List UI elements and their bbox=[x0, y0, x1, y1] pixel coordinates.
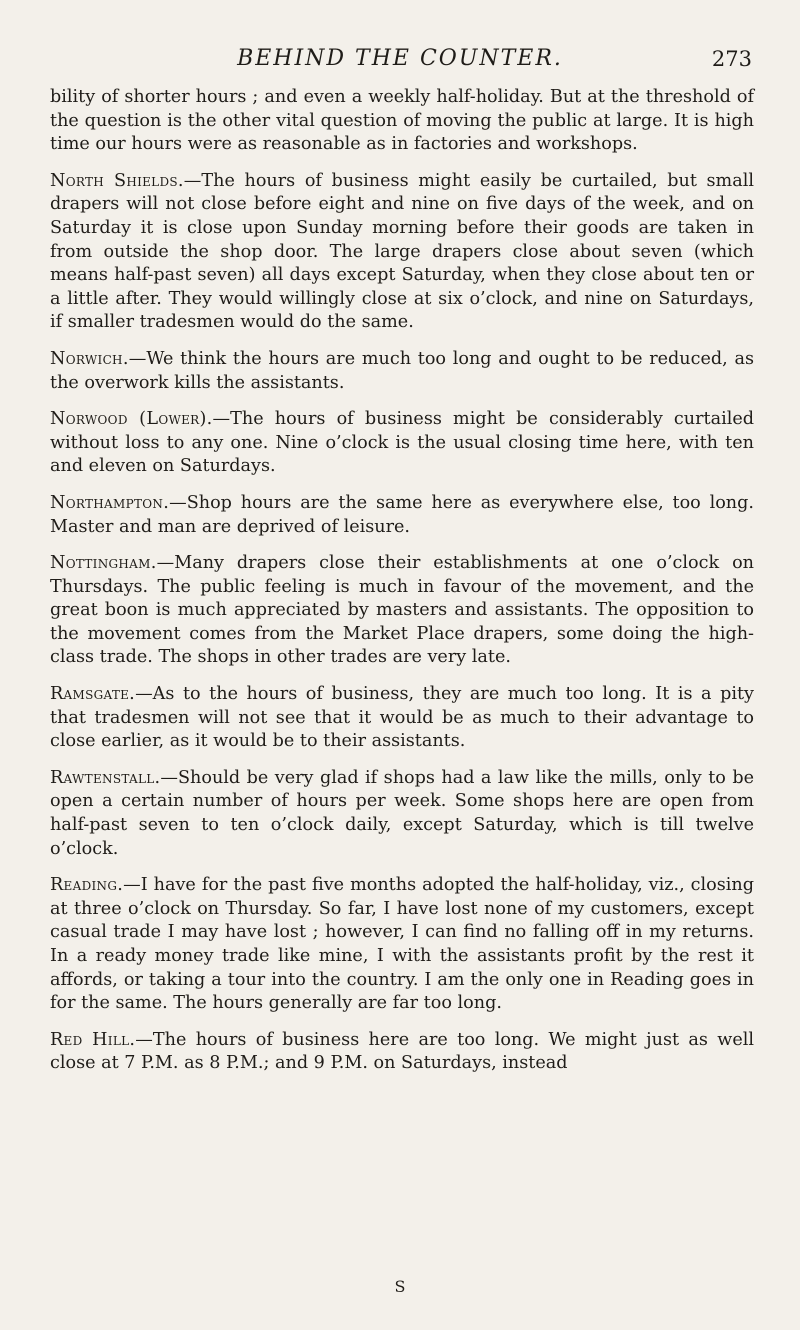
entry-text: —The hours of business might easily be curtailed, but small drapers will not close before eight and nine on five days of the week, and on Saturday it is close upon Sunday morning before their goods are taken in from outside the shop door. The large drapers close about seven (which means half-past seven) all days except Saturday, when they close about ten or a little after. They would willingly close at six o’clock, and nine on Saturdays, if smaller tradesmen would do the same. bbox=[50, 170, 754, 333]
entry-text: —I have for the past five months adopted the half-holiday, viz., closing at three o’clock on Thursday. So far, I have lost none of my customers, except casual trade I may have lost ; however, I can find no falling off in my returns. In a ready money trade like mine, I with the assistants profit by the rest it affords, or taking a tour into the country. I am the only one in Reading goes in for the same. The hours generally are far too long. bbox=[50, 875, 754, 1014]
entry-nottingham bbox=[50, 552, 754, 670]
entry-text: —Shop hours are the same here as everywhere else, too long. Master and man are deprived of leisure. bbox=[50, 492, 754, 537]
place-name: Norwich. bbox=[50, 348, 129, 369]
place-name: Nottingham. bbox=[50, 553, 157, 574]
entry-red-hill bbox=[50, 1029, 754, 1076]
paragraph-text: bility of shorter hours ; and even a weekly half-holiday. But at the threshold of the question is the other vital question of moving the public at large. It is high time our hours were as reasonable as in factories and workshops. bbox=[50, 87, 754, 155]
place-name: Reading. bbox=[50, 875, 124, 896]
place-name: Norwood (Lower). bbox=[50, 409, 213, 430]
place-name: Ramsgate. bbox=[50, 684, 136, 705]
entry-ramsgate bbox=[50, 683, 754, 754]
page-number: 273 bbox=[711, 47, 752, 71]
entry-text: —The hours of business here are too long. We might just as well close at 7 P.M. as 8 P.M.; and 9 P.M. on Saturdays, instead bbox=[50, 1029, 754, 1074]
entry-rawtenstall bbox=[50, 767, 754, 861]
place-name: Rawtenstall. bbox=[50, 767, 161, 788]
place-name: North Shields. bbox=[50, 170, 184, 191]
entry-text: —As to the hours of business, they are much too long. It is a pity that tradesmen will not see that it would be as much to their advantage to close earlier, as it would be to their assistants. bbox=[50, 684, 754, 752]
entry-norwich bbox=[50, 348, 754, 395]
entry-text: —Should be very glad if shops had a law like the mills, only to be open a certain number of hours per week. Some shops here are open from half-past seven to ten o’clock daily, except Saturday, which is till twelve o’clock. bbox=[50, 767, 754, 859]
body-text bbox=[50, 86, 754, 1089]
entry-reading bbox=[50, 874, 754, 1016]
place-name: Northampton. bbox=[50, 492, 170, 513]
entry-text: —We think the hours are much too long and ought to be reduced, as the overwork kills the assistants. bbox=[50, 348, 754, 393]
entry-northampton bbox=[50, 492, 754, 539]
entry-text: —The hours of business might be considerably curtailed without loss to any one. Nine o’clock is the usual closing time here, with ten and eleven on Saturdays. bbox=[50, 409, 754, 477]
entry-north-shields bbox=[50, 170, 754, 335]
signature-mark: S bbox=[394, 1277, 406, 1296]
entry-norwood-lower bbox=[50, 408, 754, 479]
running-head bbox=[0, 46, 800, 76]
place-name: Red Hill. bbox=[50, 1029, 136, 1050]
entry-text: —Many drapers close their establishments at one o’clock on Thursdays. The public feeling is much in favour of the movement, and the great boon is much appreciated by masters and assistants. The opposition to the movement comes from the Market Place drapers, some doing the high-class trade. The shops in other trades are very late. bbox=[50, 553, 754, 668]
running-title: BEHIND THE COUNTER. bbox=[237, 46, 563, 71]
paragraph-continuation bbox=[50, 86, 754, 157]
